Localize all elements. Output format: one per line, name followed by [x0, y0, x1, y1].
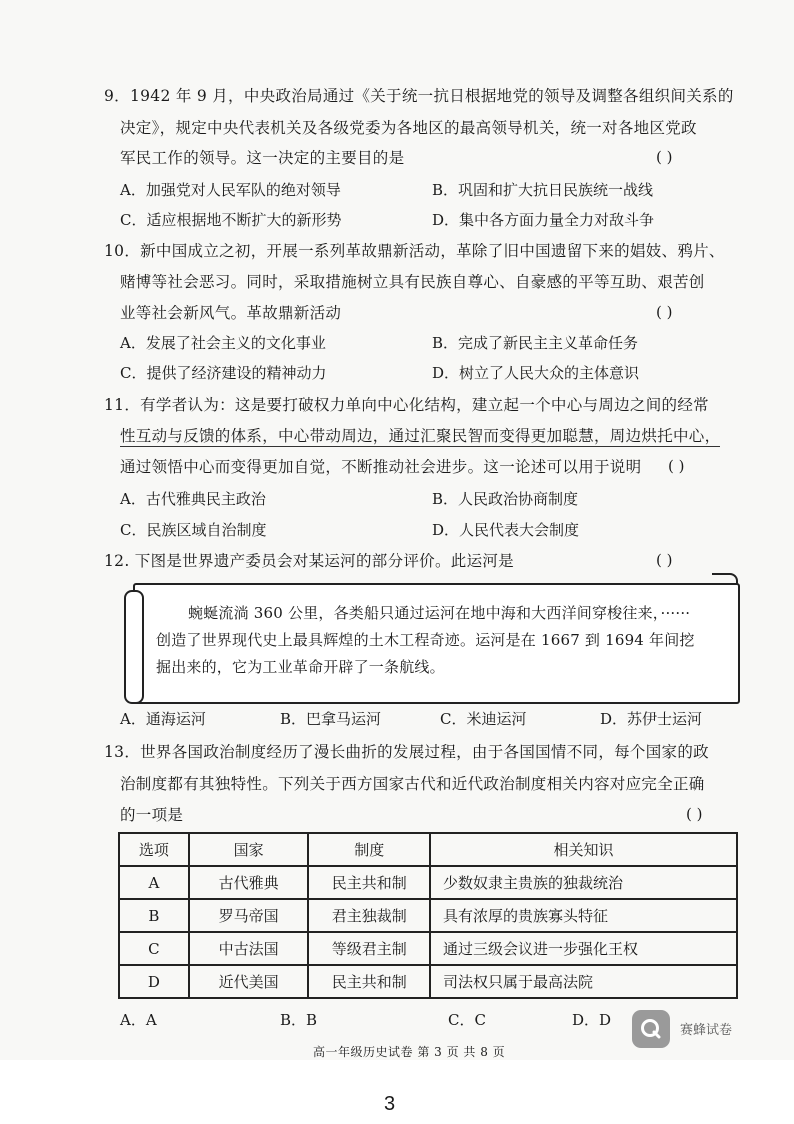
q11-option-c: C．民族区域自治制度 — [120, 521, 267, 539]
table-cell: 民主共和制 — [308, 965, 430, 998]
q10-option-c: C．提供了经济建设的精神动力 — [120, 364, 327, 382]
q10-line-3: 业等社会新风气。革故鼎新活动 — [120, 304, 342, 322]
table-row — [119, 965, 737, 998]
table-cell: 具有浓厚的贵族寡头特征 — [430, 899, 737, 932]
table-cell: 罗马帝国 — [189, 899, 309, 932]
q12-answer-paren: ( ) — [656, 551, 673, 569]
q11-line-2: 性互动与反馈的体系，中心带动周边，通过汇聚民智而变得更加聪慧，周边烘托中心， — [120, 427, 721, 445]
q13-option-d: D．D — [572, 1011, 612, 1029]
table-cell: 近代美国 — [189, 965, 309, 998]
q13-answer-paren: ( ) — [686, 805, 703, 823]
q13-option-b: B．B — [280, 1011, 318, 1029]
table-cell: 通过三级会议进一步强化王权 — [430, 932, 737, 965]
q12-stem: 12. 下图是世界遗产委员会对某运河的部分评价。此运河是 — [104, 552, 514, 570]
table-cell: 司法权只属于最高法院 — [430, 965, 737, 998]
table-cell: 等级君主制 — [308, 932, 430, 965]
table-row — [119, 866, 737, 899]
table-row — [119, 932, 737, 965]
table-row — [119, 899, 737, 932]
q12-option-c: C．米迪运河 — [440, 710, 527, 728]
table-header-cell: 制度 — [308, 833, 430, 866]
q13-line-2: 治制度都有其独特性。下列关于西方国家古代和近代政治制度相关内容对应完全正确 — [120, 775, 705, 793]
table-cell: 中古法国 — [189, 932, 309, 965]
q13-option-c: C．C — [448, 1011, 486, 1029]
table-header-cell: 相关知识 — [430, 833, 737, 866]
table-cell: C — [119, 932, 189, 965]
q9-option-d: D．集中各方面力量全力对敌斗争 — [432, 211, 655, 229]
table-cell: A — [119, 866, 189, 899]
q13-line-3: 的一项是 — [120, 806, 184, 824]
q9-answer-paren: ( ) — [656, 148, 673, 166]
quote-line-1: 蜿蜒流淌 360 公里，各类船只通过运河在地中海和大西洋间穿梭往来，······ — [188, 604, 691, 622]
page-footer: 高一年级历史试卷 第 3 页 共 8 页 — [313, 1045, 506, 1059]
q13-option-a: A．A — [120, 1011, 157, 1029]
quote-line-2: 创造了世界现代史上最具辉煌的土木工程奇迹。运河是在 1667 到 1694 年间挖 — [156, 631, 695, 649]
q9-option-b: B．巩固和扩大抗日民族统一战线 — [432, 181, 654, 199]
q13-table — [118, 832, 738, 999]
q9-option-c: C．适应根据地不断扩大的新形势 — [120, 211, 342, 229]
table-header-cell: 选项 — [119, 833, 189, 866]
table-cell: 少数奴隶主贵族的独裁统治 — [430, 866, 737, 899]
q11-option-a: A．古代雅典民主政治 — [120, 490, 266, 508]
q12-option-d: D．苏伊士运河 — [600, 710, 703, 728]
table-cell: 君主独裁制 — [308, 899, 430, 932]
q-logo-icon — [632, 1010, 670, 1048]
table-header-cell: 国家 — [189, 833, 309, 866]
table-cell: 古代雅典 — [189, 866, 309, 899]
q10-option-b: B．完成了新民主主义革命任务 — [432, 334, 639, 352]
q9-option-a: A．加强党对人民军队的绝对领导 — [120, 181, 341, 199]
q11-answer-paren: ( ) — [668, 457, 685, 475]
q11-line-3: 通过领悟中心而变得更加自觉，不断推动社会进步。这一论述可以用于说明 — [120, 458, 642, 476]
q11-option-b: B．人民政治协商制度 — [432, 490, 579, 508]
page-number: 3 — [384, 1093, 396, 1115]
q9-line-1: 9．1942 年 9 月，中央政治局通过《关于统一抗日根据地党的领导及调整各组织间关系的 — [104, 87, 734, 105]
table-header-row — [119, 833, 737, 866]
quote-line-3: 掘出来的，它为工业革命开辟了一条航线。 — [156, 658, 445, 676]
q10-line-2: 赌博等社会恶习。同时，采取措施树立具有民族自尊心、自豪感的平等互助、艰苦创 — [120, 273, 705, 291]
q9-line-2: 决定》，规定中央代表机关及各级党委为各地区的最高领导机关，统一对各地区党政 — [120, 119, 697, 137]
q10-line-1: 10．新中国成立之初，开展一系列革故鼎新活动，革除了旧中国遗留下来的娼妓、鸦片、 — [104, 242, 725, 260]
q11-option-d: D．人民代表大会制度 — [432, 521, 580, 539]
q10-answer-paren: ( ) — [656, 303, 673, 321]
table-cell: 民主共和制 — [308, 866, 430, 899]
q10-option-d: D．树立了人民大众的主体意识 — [432, 364, 640, 382]
table-cell: D — [119, 965, 189, 998]
scroll-roll — [124, 590, 144, 704]
q10-option-a: A．发展了社会主义的文化事业 — [120, 334, 326, 352]
watermark-text: 赛蜂试卷 — [680, 1023, 733, 1038]
q9-line-3: 军民工作的领导。这一决定的主要目的是 — [120, 149, 405, 167]
q11-line-1: 11．有学者认为：这是要打破权力单向中心化结构，建立起一个中心与周边之间的经常 — [104, 396, 709, 414]
q13-line-1: 13．世界各国政治制度经历了漫长曲折的发展过程，由于各国国情不同，每个国家的政 — [104, 743, 709, 761]
q12-option-a: A．通海运河 — [120, 710, 206, 728]
q12-option-b: B．巴拿马运河 — [280, 710, 382, 728]
table-cell: B — [119, 899, 189, 932]
